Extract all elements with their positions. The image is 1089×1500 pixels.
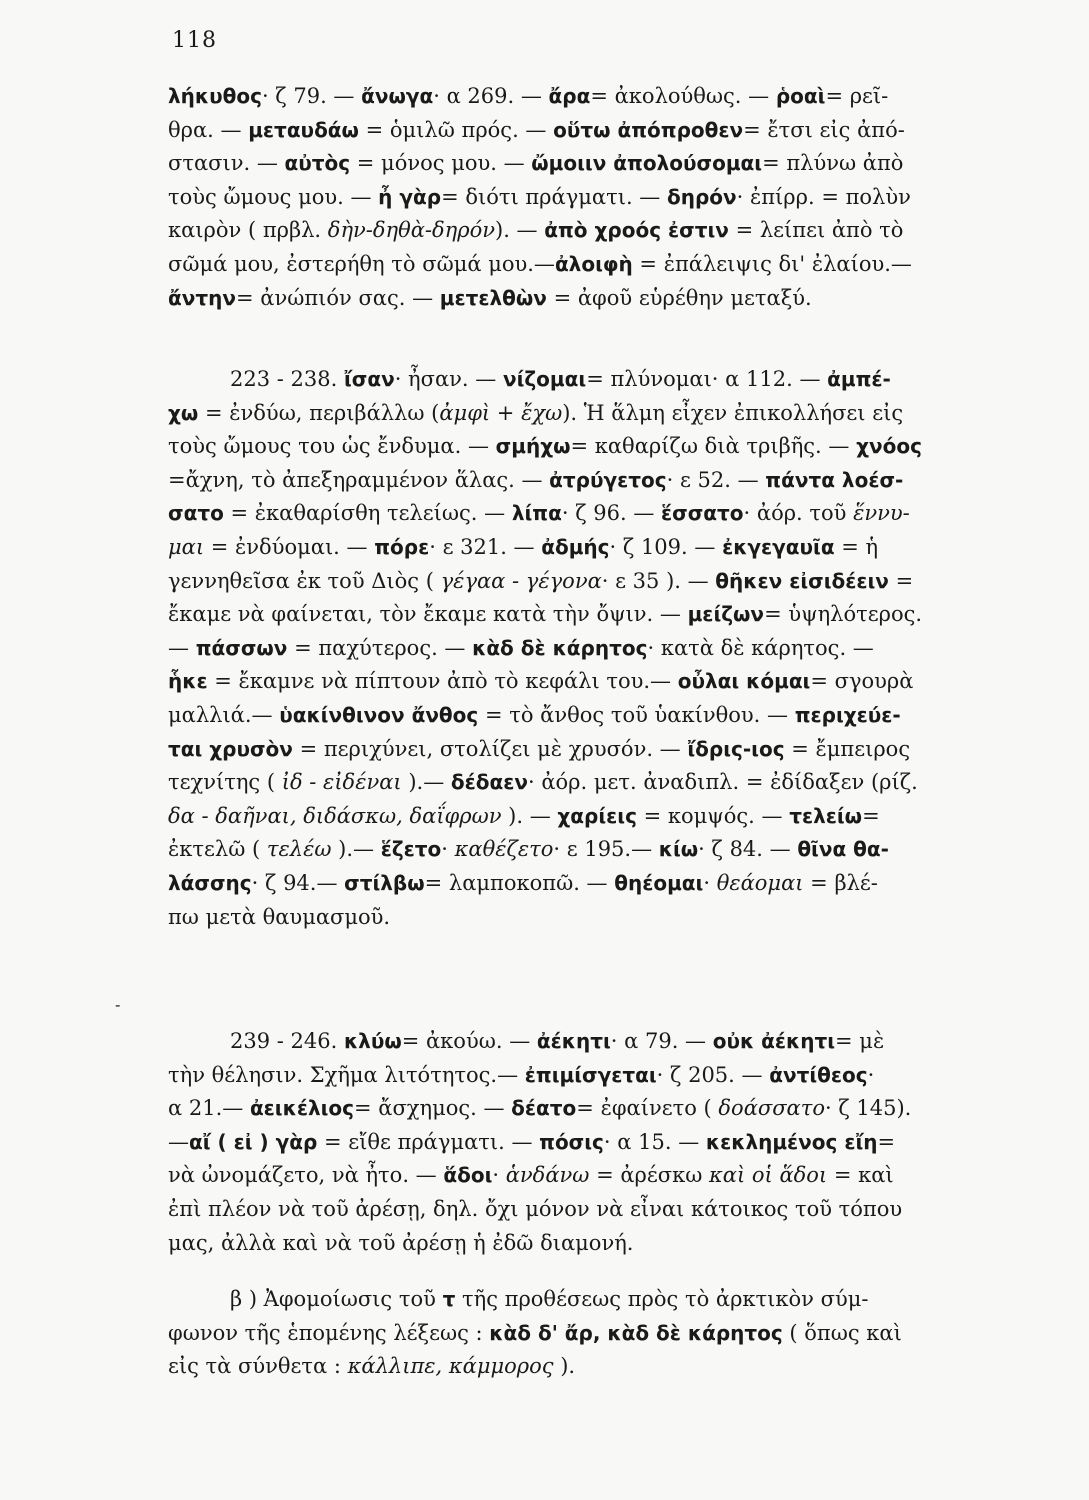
gloss-text: · ἦσαν. — xyxy=(394,367,503,391)
gloss-text: 239 - 246. xyxy=(230,1029,344,1053)
gloss-text: = πλύνομαι· α 112. — xyxy=(586,367,828,391)
gloss-text: = κομψός. — xyxy=(636,803,790,828)
headword: χω xyxy=(168,400,199,425)
gloss-text: · α 79. — xyxy=(610,1029,713,1053)
gloss-text: μαλλιά.— xyxy=(168,702,280,727)
gloss-text: · ε 195.— xyxy=(553,837,659,862)
gloss-text: πω μετὰ θαυμασμοῦ. xyxy=(168,904,391,929)
italic-text: γέγαα - γέγονα xyxy=(440,568,602,593)
headword: ἴσαν xyxy=(343,367,395,391)
headword: δέατο xyxy=(511,1096,577,1121)
text-line xyxy=(168,699,1036,733)
headword: σμήχω xyxy=(495,434,571,459)
gloss-text: · xyxy=(867,1062,875,1087)
assimilation-note-paragraph xyxy=(168,1283,1036,1384)
gloss-text: = μὲ xyxy=(835,1029,885,1053)
gloss-text: ). xyxy=(553,1354,576,1379)
headword: ἕσσατο xyxy=(661,501,744,526)
gloss-text: ). Ἡ ἅλμη εἶχεν ἐπικολλήσει εἰς xyxy=(562,400,904,425)
headword: ἄρα xyxy=(548,84,591,108)
gloss-text: · α 15. — xyxy=(603,1129,706,1154)
headword: θῆκεν εἰσιδέειν xyxy=(715,568,889,593)
margin-mark: - xyxy=(115,995,121,1014)
text-line xyxy=(168,800,1036,834)
gloss-text: ἐκτελῶ ( xyxy=(168,837,267,862)
gloss-text: — xyxy=(168,635,196,660)
gloss-text: = ἀφοῦ εὑρέθην μεταξύ. xyxy=(546,285,812,310)
gloss-text: θρα. — xyxy=(168,117,249,142)
text-line xyxy=(168,1317,1036,1351)
headword: ἀλοιφὴ xyxy=(554,251,633,276)
gloss-text: = πλύνω ἀπὸ xyxy=(762,151,904,176)
gloss-text: = ὁμιλῶ πρός. — xyxy=(358,117,554,142)
text-line xyxy=(168,181,1036,215)
gloss-text: = ὑψηλότερος. xyxy=(764,602,923,627)
italic-text: ἰδ - εἰδέναι xyxy=(281,770,402,795)
headword: μείζων xyxy=(687,602,765,627)
gloss-text: 223 - 238. xyxy=(230,367,344,391)
headword: πάσσων xyxy=(195,635,288,660)
headword: σατο xyxy=(168,501,224,526)
text-line xyxy=(168,766,1036,800)
headword: ἐκγεγαυῖα xyxy=(722,534,835,559)
gloss-text: =ἄχνη, τὸ ἀπεξηραμμένον ἅλας. — xyxy=(168,467,550,492)
gloss-text: · xyxy=(703,870,717,895)
glossary-paragraph-223-238 xyxy=(168,363,1036,934)
gloss-text: ). — xyxy=(501,803,558,828)
gloss-text: μας, ἀλλὰ καὶ νὰ τοῦ ἀρέσῃ ἡ ἐδῶ διαμονή. xyxy=(168,1230,634,1255)
headword: πάντα λοέσ- xyxy=(765,467,904,492)
gloss-text: = καθαρίζω διὰ τριβῆς. — xyxy=(570,434,857,459)
headword: κεκλημένος εἴη xyxy=(705,1129,878,1154)
gloss-text: = ἐφαίνετο ( xyxy=(576,1096,719,1121)
gloss-text: · α 269. — xyxy=(433,84,549,108)
page-number: 118 xyxy=(172,28,217,53)
gloss-text: = ἔκαμνε νὰ πίπτουν ἀπὸ τὸ κεφάλι του.— xyxy=(207,669,678,694)
headword: οὖλαι κόμαι xyxy=(677,669,811,694)
headword: δηρόν xyxy=(666,184,737,209)
gloss-text: = ἐπάλειψις δι' ἐλαίου.— xyxy=(632,251,912,276)
gloss-text: = μόνος μου. — xyxy=(350,151,532,176)
gloss-text: τοὺς ὤμους μου. — xyxy=(168,184,379,209)
headword: ἧκε xyxy=(168,669,208,694)
gloss-text: στασιν. — xyxy=(168,151,285,176)
gloss-text: = ἐνδύω, περιβάλλω ( xyxy=(198,400,440,425)
headword: ἀδμής xyxy=(541,534,610,559)
headword: ἕζετο xyxy=(380,837,442,862)
headword: ἀέκητι xyxy=(536,1029,611,1053)
headword: αἴ ( εἰ ) γὰρ xyxy=(189,1129,318,1154)
headword: πόρε xyxy=(374,534,430,559)
text-line xyxy=(168,1059,1036,1093)
gloss-text: = καὶ xyxy=(827,1163,894,1188)
headword: θηέομαι xyxy=(614,870,704,895)
gloss-text: = xyxy=(877,1129,896,1154)
gloss-text: = ἐκαθαρίσθη τελείως. — xyxy=(223,501,512,526)
gloss-text: · xyxy=(492,1163,506,1188)
gloss-text: = τὸ ἄνθος τοῦ ὑακίνθου. — xyxy=(478,702,795,727)
glossary-paragraph xyxy=(168,80,1036,315)
gloss-text: νὰ ὠνομάζετο, νὰ ἦτο. — xyxy=(168,1163,444,1188)
text-line xyxy=(168,80,1036,114)
text-line xyxy=(168,248,1036,282)
gloss-text: · κατὰ δὲ κάρητος. — xyxy=(647,635,874,660)
headword: ἀπὸ χροός ἐστιν xyxy=(544,218,729,243)
headword: ἅδοι xyxy=(443,1163,493,1188)
headword: ῥοαὶ xyxy=(775,84,826,108)
gloss-text: = ἔτσι εἰς ἀπό- xyxy=(743,117,905,142)
headword: ὑακίνθινον ἄνθος xyxy=(279,702,479,727)
text-line xyxy=(168,214,1036,248)
headword: αὐτὸς xyxy=(284,151,351,176)
text-line xyxy=(168,282,1036,316)
gloss-text: ). — xyxy=(495,218,545,243)
text-line xyxy=(168,147,1036,181)
gloss-text: καιρὸν ( πρβλ. xyxy=(168,218,328,243)
gloss-text: · ε 52. — xyxy=(666,467,766,492)
text-line xyxy=(168,901,1036,935)
italic-text: δοάσσατο xyxy=(718,1096,825,1121)
gloss-text: · ζ 79. — xyxy=(261,84,362,108)
gloss-text: ἔκαμε νὰ φαίνεται, τὸν ἔκαμε κατὰ τὴν ὄψιν. — xyxy=(168,602,688,627)
headword: νίζομαι xyxy=(502,367,587,391)
gloss-text: ( ὅπως καὶ xyxy=(782,1320,902,1345)
gloss-text: γεννηθεῖσα ἐκ τοῦ Διὸς ( xyxy=(168,568,441,593)
headword: οὐκ ἀέκητι xyxy=(712,1029,836,1053)
gloss-text: · ἀόρ. τοῦ xyxy=(743,501,854,526)
text-line xyxy=(168,1025,1036,1059)
text-line xyxy=(168,114,1036,148)
gloss-text: φωνον τῆς ἑπομένης λέξεως : xyxy=(168,1320,490,1345)
gloss-text: = xyxy=(862,803,880,828)
headword: κὰδ δὲ κάρητος xyxy=(472,635,648,660)
headword: ἀντίθεος xyxy=(769,1062,868,1087)
glossary-paragraph-239-246 xyxy=(168,1025,1036,1260)
gloss-text: · ἐπίρρ. = πολὺν xyxy=(736,184,911,209)
headword: πόσις xyxy=(539,1129,604,1154)
gloss-text: = ἀκολούθως. — xyxy=(590,84,776,108)
gloss-text: ).— xyxy=(401,770,451,795)
gloss-text: = παχύτερος. — xyxy=(287,635,473,660)
text-line xyxy=(168,430,1036,464)
gloss-text: = εἴθε πράγματι. — xyxy=(317,1129,540,1154)
headword: κὰδ δ' ἄρ, κὰδ δὲ κάρητος xyxy=(489,1320,783,1345)
gloss-text: · xyxy=(441,837,455,862)
headword: δέδαεν xyxy=(450,770,528,795)
gloss-text: ).— xyxy=(331,837,381,862)
headword: μετελθὼν xyxy=(439,285,547,310)
headword: στίλβω xyxy=(344,870,425,895)
gloss-text: = ἄσχημος. — xyxy=(354,1096,512,1121)
text-line xyxy=(168,565,1036,599)
gloss-text: τὴν θέλησιν. Σχῆμα λιτότητος.— xyxy=(168,1062,525,1087)
text-line xyxy=(168,363,1036,397)
headword: ὤμοιιν ἀπολούσομαι xyxy=(531,151,763,176)
text-line xyxy=(168,1227,1036,1261)
gloss-text: · ζ 205. — xyxy=(656,1062,770,1087)
headword: χαρίεις xyxy=(557,803,637,828)
headword: λάσσης xyxy=(168,870,252,895)
italic-text: ἕννυ- xyxy=(853,501,910,526)
gloss-text: α 21.— xyxy=(168,1096,250,1121)
headword: ἀτρύγετος xyxy=(549,467,667,492)
gloss-text: = λαμποκοπῶ. — xyxy=(424,870,615,895)
gloss-text: = βλέ- xyxy=(803,870,878,895)
text-line xyxy=(168,598,1036,632)
gloss-text: = ρεῖ- xyxy=(825,84,889,108)
text-line xyxy=(168,733,1036,767)
headword: περιχεύε- xyxy=(794,702,901,727)
headword: ἦ γὰρ xyxy=(378,184,442,209)
gloss-text: · ζ 84. — xyxy=(698,837,798,862)
headword: τελείω xyxy=(789,803,863,828)
text-line xyxy=(168,1126,1036,1160)
italic-text: κάλλιπε, κάμμορος xyxy=(347,1354,554,1379)
text-line xyxy=(168,497,1036,531)
gloss-text: ἐπὶ πλέον νὰ τοῦ ἀρέσῃ, δηλ. ὄχι μόνον νὰ εἶναι κάτοικος τοῦ τόπου xyxy=(168,1196,903,1221)
headword: κίω xyxy=(658,837,699,862)
gloss-text: εἰς τὰ σύνθετα : xyxy=(168,1354,348,1379)
gloss-text: τῆς προθέσεως πρὸς τὸ ἀρκτικὸν σύμ- xyxy=(455,1287,869,1311)
gloss-text: · ζ 96. — xyxy=(561,501,661,526)
headword: ἀεικέλιος xyxy=(249,1096,354,1121)
gloss-text: = ἔμπειρος xyxy=(784,736,911,761)
headword: ἐπιμίσγεται xyxy=(524,1062,657,1087)
text-line xyxy=(168,397,1036,431)
text-line xyxy=(168,464,1036,498)
text-line xyxy=(168,1092,1036,1126)
gloss-text: · ζ 145). xyxy=(825,1096,912,1121)
italic-text: τελέω xyxy=(266,837,332,862)
gloss-text: = ἀρέσκω xyxy=(589,1163,710,1188)
text-line xyxy=(168,1193,1036,1227)
gloss-text: = διότι πράγματι. — xyxy=(441,184,667,209)
headword: ἀμπέ- xyxy=(827,367,891,391)
gloss-text: · ζ 109. — xyxy=(609,534,723,559)
text-line xyxy=(168,1159,1036,1193)
headword: ται χρυσὸν xyxy=(168,736,293,761)
headword: ἄντην xyxy=(168,285,236,310)
gloss-text: = ἡ xyxy=(834,534,879,559)
text-line xyxy=(168,1283,1036,1317)
headword: λίπα xyxy=(511,501,562,526)
italic-text: μαι xyxy=(168,534,205,559)
gloss-text: = xyxy=(888,568,914,593)
gloss-text: · ἀόρ. μετ. ἀναδιπλ. = ἐδίδαξεν (ρίζ. xyxy=(527,770,918,795)
headword: τ xyxy=(442,1287,456,1311)
text-line xyxy=(168,833,1036,867)
gloss-text: · ζ 94.— xyxy=(251,870,345,895)
gloss-text: = ἀνώπιόν σας. — xyxy=(236,285,440,310)
italic-text: καὶ οἱ ἅδοι xyxy=(709,1163,828,1188)
gloss-text: = περιχύνει, στολίζει μὲ χρυσόν. — xyxy=(292,736,688,761)
italic-text: δα - δαῆναι, διδάσκω, δαΐφρων xyxy=(168,803,502,828)
italic-text: ἁνδάνω xyxy=(505,1163,590,1188)
gloss-text: · ε 321. — xyxy=(429,534,542,559)
text-line xyxy=(168,632,1036,666)
italic-text: θεάομαι xyxy=(716,870,804,895)
headword: χνόος xyxy=(856,434,922,459)
headword: λήκυθος xyxy=(168,84,262,108)
text-line xyxy=(168,531,1036,565)
gloss-text: · ε 35 ). — xyxy=(601,568,716,593)
headword: κλύω xyxy=(343,1029,402,1053)
gloss-text: = ἀκούω. — xyxy=(401,1029,537,1053)
italic-text: καθέζετο xyxy=(454,837,554,862)
gloss-text: τοὺς ὤμους του ὡς ἔνδυμα. — xyxy=(168,434,496,459)
headword: οὕτω ἀπόπροθεν xyxy=(553,117,744,142)
gloss-text: σῶμά μου, ἐστερήθη τὸ σῶμά μου.— xyxy=(168,251,555,276)
gloss-text: = λείπει ἀπὸ τὸ xyxy=(728,218,904,243)
headword: ἄνωγα xyxy=(361,84,434,108)
italic-text: δὴν-δηθὰ-δηρόν xyxy=(327,218,496,243)
gloss-text: — xyxy=(168,1129,189,1154)
italic-text: ἀμφὶ + ἔχω xyxy=(439,400,563,425)
headword: θῖνα θα- xyxy=(797,837,889,862)
text-line xyxy=(168,867,1036,901)
gloss-text: = σγουρὰ xyxy=(810,669,914,694)
gloss-text: τεχνίτης ( xyxy=(168,770,282,795)
text-line xyxy=(168,665,1036,699)
text-line xyxy=(168,1350,1036,1384)
gloss-text: β ) Ἀφομοίωσις τοῦ xyxy=(230,1287,443,1311)
headword: μεταυδάω xyxy=(248,117,359,142)
headword: ἴδρις-ιος xyxy=(687,736,785,761)
gloss-text: = ἐνδύομαι. — xyxy=(204,534,375,559)
